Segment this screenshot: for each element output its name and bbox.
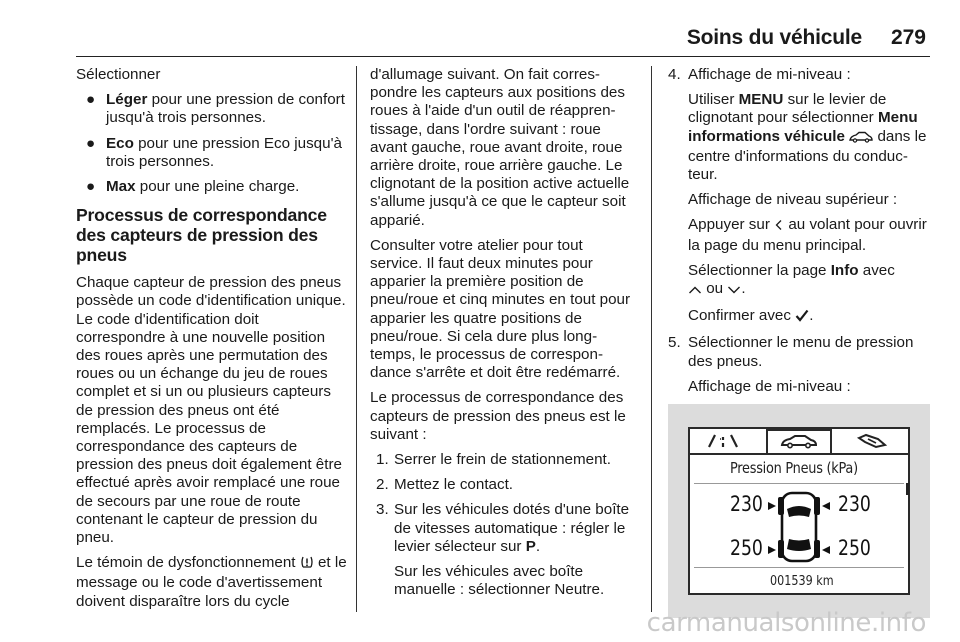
step-sub [668, 216, 930, 254]
odometer-reading: 001539 km [770, 574, 834, 590]
tire-front-left-value: 230 [730, 492, 763, 517]
column-2 [370, 66, 636, 606]
bullet-label: Eco [106, 134, 134, 152]
cluster-screen [688, 427, 910, 595]
step-sub: Affichage de niveau supérieur : [688, 191, 898, 209]
list-text: Serrer le frein de stationnement. [394, 451, 611, 469]
step-item [668, 334, 930, 370]
list-item-sub: Sur les véhicules avec boîte manuelle : sélectionner Neutre. [394, 563, 605, 599]
step-sub-text: dans le centre d'informations du conducteur. [688, 127, 927, 184]
paragraph-text: Le témoin de dysfonctionnement [76, 554, 296, 572]
cluster-divider [694, 483, 904, 484]
step-sub-text: Sélectionner la page [688, 261, 831, 279]
step-sub-text: Utiliser [688, 91, 739, 109]
page-title: Soins du véhicule [686, 26, 862, 49]
column-divider-2 [651, 66, 652, 612]
bullet-text: pour une pression de confort jusqu'à trois personnes. [106, 91, 345, 127]
section-heading: Processus de correspondance des capteurs de pression des pneus [76, 205, 327, 266]
step-sub: Affichage de mi-niveau : [688, 377, 851, 395]
list-text: Mettez le contact. [394, 476, 514, 494]
bullet-text: pour une pression Eco jusqu'à trois personnes. [106, 134, 342, 170]
step-sub: Confirmer avec . [668, 307, 930, 327]
page-header [0, 24, 960, 58]
step-sub: Sélectionner la page Info avec ou . [668, 262, 930, 300]
step-item [668, 66, 930, 84]
paragraph: Chaque capteur de pression des pneus possède un code d'identification unique. Le code d'identification doit correspondre à une nouvelle position des roues après une permutation des roues ou un échange du jeu de roues complet et si un ou plusieurs capteurs de pression des pneus ont été remplacés. Le processus de correspondance des capteurs de pression des pneus doit également être effectué après avoir remplacé une roue de secours par une roue de route contenant le capteur de pression du pneu. [76, 274, 346, 547]
list-text: Sur les véhicules dotés d'une boîte de vitesses automatique : régler le levier sélecteur sur [394, 501, 630, 555]
step-text: Sélectionner le menu de pression des pneus. [688, 334, 914, 370]
bullet-item-leger [76, 91, 348, 127]
chevron-left-icon [774, 218, 784, 236]
bullet-item-max [76, 178, 348, 196]
bullet-text: pour une pleine charge. [135, 178, 300, 196]
chevron-up-icon [688, 282, 702, 300]
list-item [370, 451, 636, 469]
header-rule [76, 56, 930, 57]
list-text: . [535, 537, 541, 555]
watermark-text: carmanualsonline.info [646, 608, 926, 638]
cluster-tab-row [690, 429, 908, 453]
list-number: 3. [376, 501, 389, 519]
car-tab-icon [780, 434, 818, 454]
tire-rear-right-value: 250 [838, 536, 871, 561]
bullet-label: Max [106, 178, 136, 196]
step-sub-text: Confirmer avec [688, 307, 791, 325]
step-sub-bold: Menu informations véhicule [688, 109, 918, 145]
car-icon [849, 130, 873, 148]
paragraph: Consulter votre atelier pour tout service. Il faut deux minutes pour apparier la première position de pneu/roue et cinq minutes en tout pour apparier les quatre positions de pneu/roue. Si cela dure plus longtemps, le processus de correspondance s'arrête et doit être redémarré. [370, 236, 631, 382]
step-number: 4. [668, 66, 681, 83]
column-divider-1 [356, 66, 357, 612]
vehicle-settings-tab-icon [856, 433, 888, 454]
step-number: 5. [668, 334, 681, 352]
step-sub-bold: MENU [738, 91, 784, 109]
bullet-dot: ● [86, 91, 96, 109]
step-text: Affichage de mi-niveau : [688, 66, 851, 83]
column-3 [668, 66, 930, 618]
tire-front-right-value: 230 [838, 492, 871, 517]
cluster-tab-underline [690, 453, 908, 455]
bullet-dot: ● [86, 134, 96, 152]
list-number: 2. [376, 476, 389, 494]
bullet-label: Léger [106, 91, 148, 109]
list-bold: P [525, 537, 536, 555]
list-item [370, 501, 636, 556]
tire-pressure-warning-icon [300, 555, 314, 574]
step-sub-text: Appuyer sur [688, 216, 770, 234]
instrument-cluster-display [668, 404, 930, 618]
step-sub-bold: Info [830, 261, 859, 279]
paragraph [76, 554, 348, 611]
cluster-scroll-indicator [906, 483, 909, 495]
step-sub-text: au volant pour ouvrir la page du menu principal. [688, 216, 927, 254]
tire-rear-left-value: 250 [730, 536, 763, 561]
step-sub [668, 91, 930, 184]
intro-text: Sélectionner [76, 66, 161, 83]
paragraph: d'allumage suivant. On fait correspondre les capteurs aux positions des roues à l'aide d'un outil de réapprentissage, dans l'ordre suivant : roue avant gauche, roue avant droite, roue arrière droite, roue arrière gauche. Le clignotant de la position active actuelle s'allume jusqu'à ce que le capteur soit apparié. [370, 66, 630, 229]
paragraph-text: et le message ou le code d'avertissement doivent disparaître lors du cycle [76, 554, 347, 610]
list-item [370, 476, 636, 494]
cluster-screen-title: Pression Pneus (kPa) [730, 459, 858, 478]
bullet-item-eco [76, 135, 348, 171]
checkmark-icon [795, 309, 809, 327]
page-number: 279 [890, 26, 926, 49]
cluster-divider [694, 567, 904, 568]
bullet-dot: ● [86, 178, 96, 196]
step-sub-text: avec [858, 261, 895, 279]
paragraph: Le processus de correspondance des capteurs de pression des pneus est le suivant : [370, 389, 626, 443]
step-sub-text: sur le levier de clignotant pour sélectionner [688, 91, 887, 127]
list-number: 1. [376, 451, 389, 469]
car-top-view-icon [766, 489, 832, 570]
chevron-down-icon [727, 282, 741, 300]
column-1 [76, 66, 348, 618]
step-sub-text: ou [706, 280, 724, 298]
road-info-icon [706, 433, 740, 454]
